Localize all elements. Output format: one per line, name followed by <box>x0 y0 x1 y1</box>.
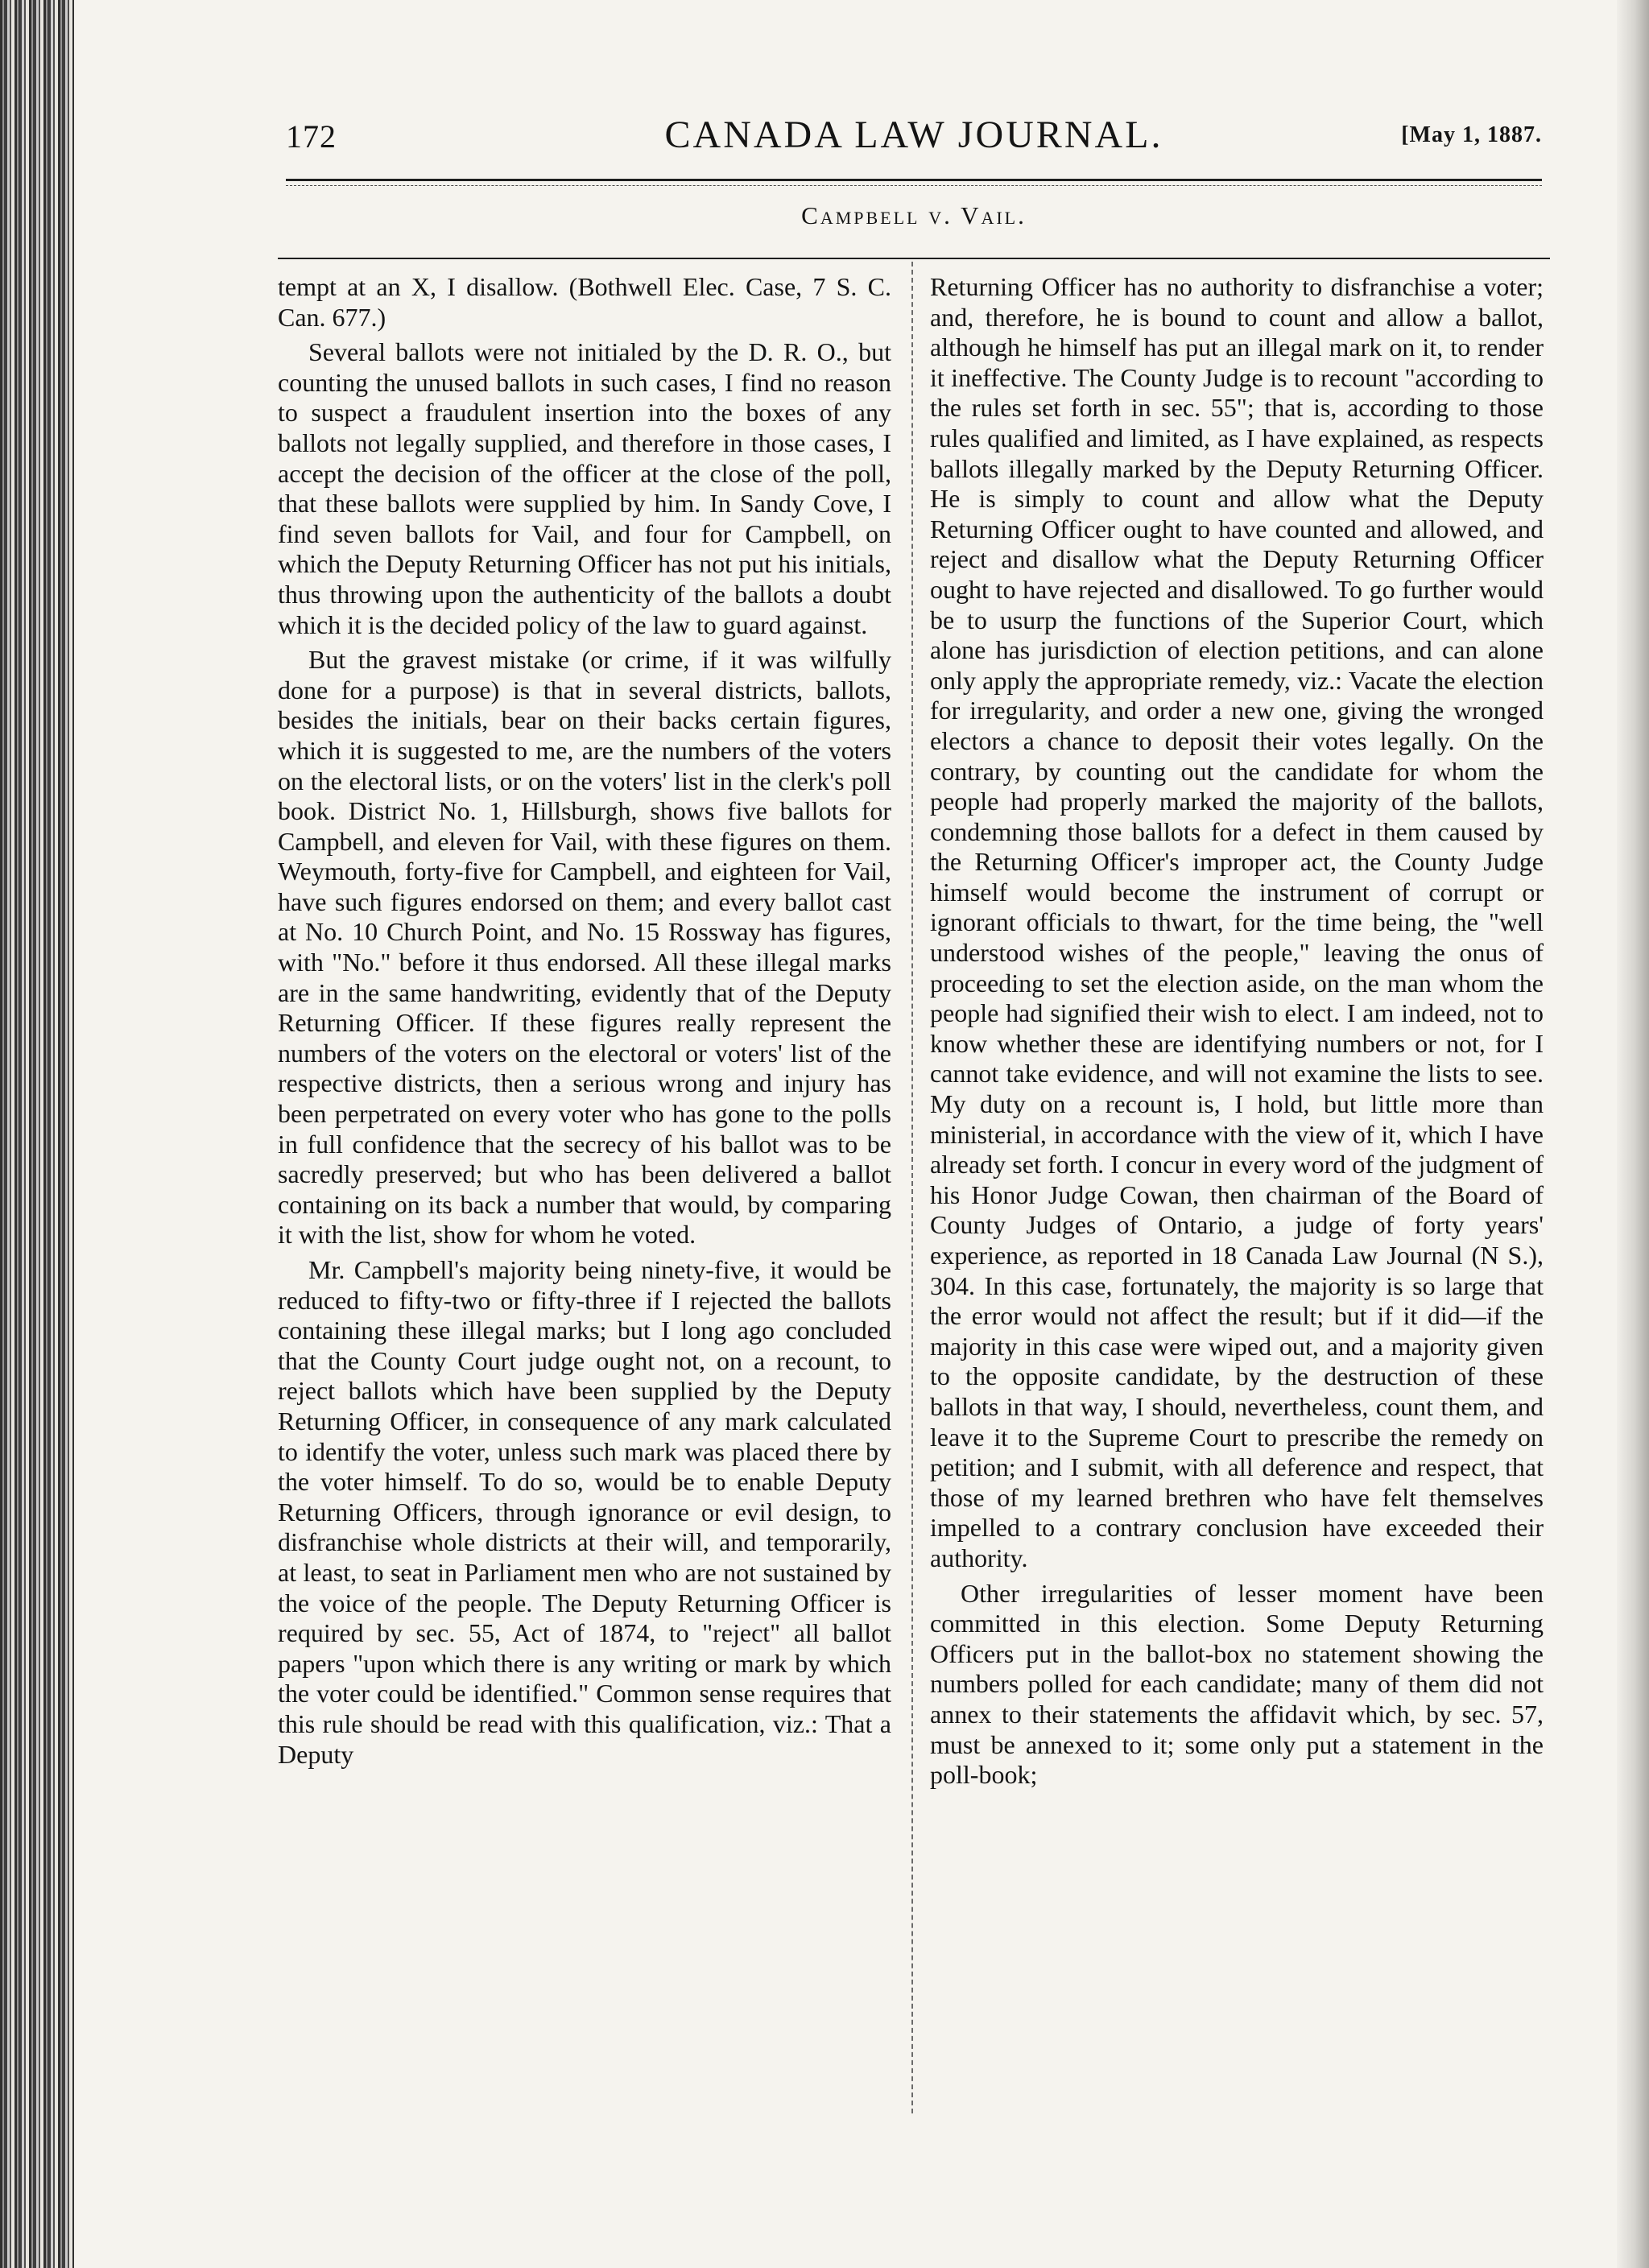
issue-date: [May 1, 1887. <box>1401 122 1542 147</box>
page-binding-edge <box>0 0 74 2268</box>
left-column <box>278 272 891 1774</box>
column-divider <box>911 262 913 2113</box>
paragraph: Returning Officer has no authority to disfranchise a voter; and, therefore, he is bound to count and allow a ballot, although he himself has put an illegal mark on it, to render it ineffective. The County Judge is to recount "according to the rules set forth in sec. 55"; that is, according to those rules qualified and limited, as I have explained, as respects ballots illegally marked by the Deputy Returning Officer. He is simply to count and allow what the Deputy Returning Officer ought to have counted and allowed, and reject and disallow what the Deputy Returning Officer ought to have rejected and disallowed. To go further would be to usurp the functions of the Superior Court, which alone has jurisdiction of election petitions, and can alone only apply the appropriate remedy, viz.: Vacate the election for irregularity, and order a new one, giving the wronged electors a chance to deposit their votes legally. On the contrary, by counting out the candidate for whom the people had properly marked the majority of the ballots, condemning those ballots for a defect in them caused by the Returning Officer's improper act, the County Judge himself would become the instrument of corrupt or ignorant officials to thwart, for the time being, the "well understood wishes of the people," leaving the onus of proceeding to set the election aside, on the man whom the people had signified their wish to elect. I am indeed, not to know whether these are identifying numbers or not, for I cannot take evidence, and will not examine the lists to see. My duty on a recount is, I hold, but little more than ministerial, in accordance with the view of it, which I have already set forth. I concur in every word of the judgment of his Honor Judge Cowan, then chairman of the Board of County Judges of Ontario, a judge of forty years' experience, as reported in 18 Canada Law Journal (N S.), 304. In this case, fortunately, the majority is so large that the error would not affect the result; but if it did—if the majority in this case were wiped out, and a majority given to the opposite candidate, by the destruction of these ballots in that way, I should, nevertheless, count them, and leave it to the Supreme Court to prescribe the remedy on petition; and I submit, with all deference and respect, that those of my learned brethren who have felt themselves impelled to a contrary conclusion have exceeded their authority. <box>930 272 1544 1572</box>
paragraph: tempt at an X, I disallow. (Bothwell Elec. Case, 7 S. C. Can. 677.) <box>278 272 891 332</box>
page-right-edge <box>1617 0 1649 2268</box>
right-column <box>930 272 1544 1795</box>
header-rule <box>286 179 1542 181</box>
journal-title: CANADA LAW JOURNAL. <box>664 114 1163 156</box>
paragraph: Several ballots were not initialed by the D. R. O., but counting the unused ballots in such cases, I find no reason to suspect a fraudulent insertion into the boxes of any ballots not legally supplied, and therefore in those cases, I accept the decision of the officer at the close of the poll, that these ballots were supplied by him. In Sandy Cove, I find seven ballots for Vail, and four for Campbell, on which the Deputy Returning Officer has not put his initials, thus throwing upon the authenticity of the ballots a doubt which it is the decided policy of the law to guard against. <box>278 337 891 639</box>
paragraph: Other irregularities of lesser moment have been committed in this election. Some Deputy Returning Officers put in the ballot-box no statement showing the numbers polled for each candidate; many of them did not annex to their statements the affidavit which, by sec. 57, must be annexed to it; some only put a statement in the poll-book; <box>930 1578 1544 1790</box>
header-rule-dashed <box>286 185 1542 186</box>
case-title-rule <box>278 258 1550 259</box>
paragraph: Mr. Campbell's majority being ninety-five, it would be reduced to fifty-two or fifty-three if I rejected the ballots containing these illegal marks; but I long ago concluded that the County Court judge ought not, on a recount, to reject ballots which have been supplied by the Deputy Returning Officer, in consequence of any mark calculated to identify the voter, unless such mark was placed there by the voter himself. To do so, would be to enable Deputy Returning Officers, through ignorance or evil design, to disfranchise whole districts at their will, and temporarily, at least, to seat in Parliament men who are not sustained by the voice of the people. The Deputy Returning Officer is required by sec. 55, Act of 1874, to "reject" all ballot papers "upon which there is any writing or mark by which the voter could be identified." Common sense requires that this rule should be read with this qualification, viz.: That a Deputy <box>278 1255 891 1769</box>
paragraph: But the gravest mistake (or crime, if it was wilfully done for a purpose) is that in several districts, ballots, besides the initials, bear on their backs certain figures, which it is suggested to me, are the numbers of the voters on the electoral lists, or on the voters' list in the clerk's poll book. District No. 1, Hillsburgh, shows five ballots for Campbell, and eleven for Vail, with these figures on them. Weymouth, forty-five for Campbell, and eighteen for Vail, have such figures endorsed on them; and every ballot cast at No. 10 Church Point, and No. 15 Rossway has figures, with "No." before it thus endorsed. All these illegal marks are in the same handwriting, evidently that of the Deputy Returning Officer. If these figures really represent the numbers of the voters on the electoral or voters' list of the respective districts, then a serious wrong and injury has been perpetrated on every voter who has gone to the polls in full confidence that the secrecy of his ballot was to be sacredly preserved; but who has been delivered a ballot containing on its back a number that would, by comparing it with the list, show for whom he voted. <box>278 645 891 1250</box>
page-number: 172 <box>286 118 337 155</box>
case-title: Campbell v. Vail. <box>801 201 1027 229</box>
running-header <box>286 113 1542 164</box>
